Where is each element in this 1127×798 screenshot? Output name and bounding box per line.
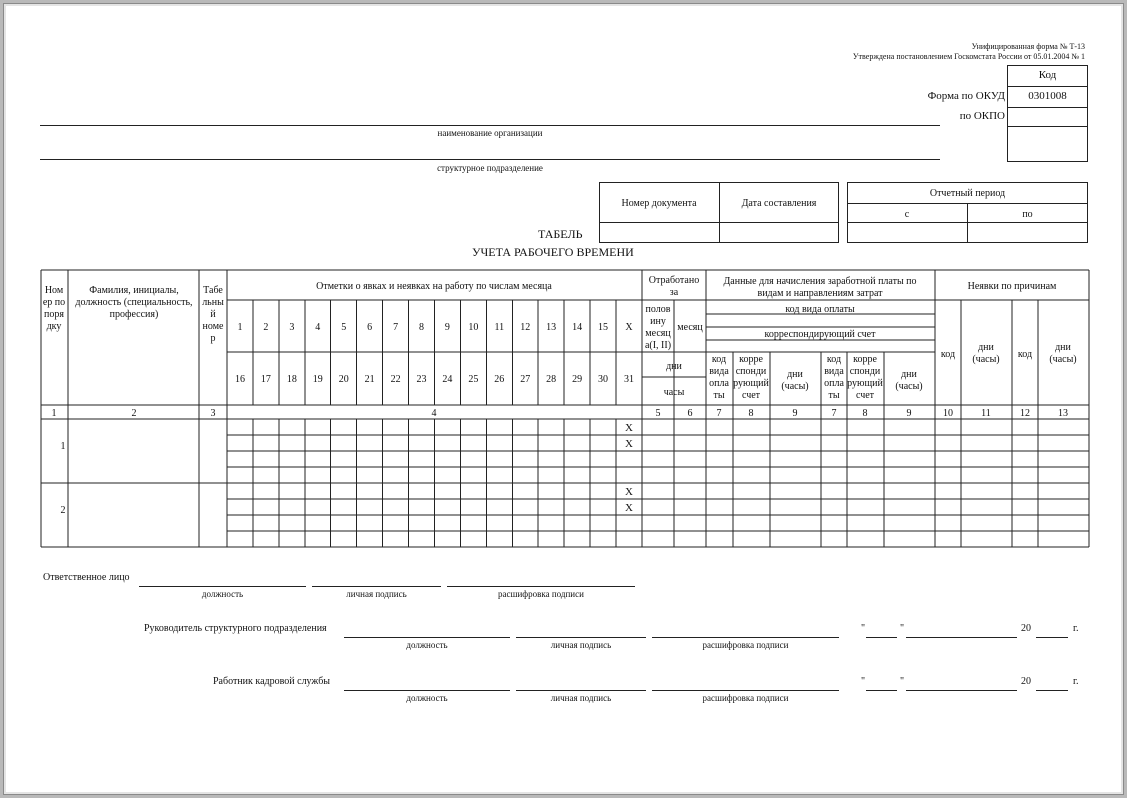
okud-value: 0301008 xyxy=(1028,90,1067,102)
day-top-number: 2 xyxy=(263,322,269,333)
day-top-number: 1 xyxy=(237,322,243,333)
x-mark: X xyxy=(625,438,633,450)
column-number: 5 xyxy=(655,408,661,419)
absence-code-label: код xyxy=(940,349,956,360)
column-number: 9 xyxy=(906,408,912,419)
day-bottom-number: 23 xyxy=(416,374,427,385)
col-name-header: профессия) xyxy=(109,309,159,320)
column-number: 4 xyxy=(431,408,437,419)
doc-number-label: Номер документа xyxy=(621,198,697,209)
x-mark: X xyxy=(625,422,633,434)
day-top-number: 10 xyxy=(468,322,479,333)
pay-code-short: ты xyxy=(713,390,725,401)
day-bottom-number: 24 xyxy=(442,374,453,385)
day-top-number: 3 xyxy=(289,322,295,333)
period-from-label: с xyxy=(904,209,910,220)
col-tab-header: номе xyxy=(202,321,224,332)
dept-caption: структурное подразделение xyxy=(437,163,543,173)
account-label: корреспондирующий счет xyxy=(764,329,876,340)
x-mark: X xyxy=(625,486,633,498)
account-short-2: спонди xyxy=(849,366,881,377)
column-number: 8 xyxy=(748,408,754,419)
hr-decoding-line[interactable] xyxy=(652,690,839,691)
day-bottom-number: 16 xyxy=(234,374,245,385)
head-decoding-line[interactable] xyxy=(652,637,839,638)
day-top-number: 12 xyxy=(520,322,531,333)
half-month-label: ину xyxy=(650,316,666,327)
day-top-number: 7 xyxy=(393,322,399,333)
hr-year-suffix: г. xyxy=(1073,676,1079,687)
days-hours-label-2: дни xyxy=(901,369,917,380)
day-bottom-number: 18 xyxy=(286,374,297,385)
head-year-line[interactable] xyxy=(1036,637,1068,638)
account-short-2: корре xyxy=(853,354,877,365)
responsible-signature-line[interactable] xyxy=(312,586,441,587)
payroll-header: Данные для начисления заработной платы по xyxy=(723,276,917,287)
day-bottom-number: 25 xyxy=(468,374,479,385)
x-mark: X xyxy=(625,502,633,514)
column-number: 2 xyxy=(131,408,137,419)
account-short: корре xyxy=(739,354,763,365)
responsible-label: Ответственное лицо xyxy=(43,572,130,583)
day-bottom-number: 31 xyxy=(623,374,634,385)
account-short: спонди xyxy=(735,366,767,377)
row-number: 2 xyxy=(60,505,66,516)
head-date-quote-open: " xyxy=(861,623,866,634)
head-label: Руководитель структурного подразделения xyxy=(144,623,327,634)
head-year-suffix: г. xyxy=(1073,623,1079,634)
responsible-position-line[interactable] xyxy=(139,586,306,587)
col-number-header: Ном xyxy=(44,285,64,296)
okud-label: Форма по ОКУД xyxy=(927,90,1005,102)
payroll-header: видам и направлениям затрат xyxy=(757,288,883,299)
title-line2: УЧЕТА РАБОЧЕГО ВРЕМЕНИ xyxy=(472,245,634,259)
head-date-day-line[interactable] xyxy=(866,637,897,638)
absence-header: Неявки по причинам xyxy=(967,281,1057,292)
column-number: 7 xyxy=(831,408,837,419)
timesheet-table xyxy=(4,4,1123,794)
hr-year-prefix: 20 xyxy=(1021,676,1031,687)
pay-code-short: опла xyxy=(709,378,729,389)
doc-date-label: Дата составления xyxy=(741,198,817,209)
column-number: 1 xyxy=(51,408,57,419)
day-bottom-number: 28 xyxy=(546,374,557,385)
worked-header: Отработано xyxy=(648,275,700,286)
days-label: дни xyxy=(666,361,682,372)
col-tab-header: льны xyxy=(202,297,224,308)
absence-days-hours-2: дни xyxy=(1055,342,1071,353)
half-month-label: а(I, II) xyxy=(644,340,672,351)
okpo-label: по ОКПО xyxy=(959,110,1005,122)
row-number: 1 xyxy=(60,441,66,452)
hr-year-line[interactable] xyxy=(1036,690,1068,691)
day-top-number: 9 xyxy=(444,322,450,333)
title-line1: ТАБЕЛЬ xyxy=(538,227,583,241)
pay-code-short-2: вида xyxy=(824,366,844,377)
org-name-caption: наименование организации xyxy=(437,128,543,138)
day-bottom-number: 22 xyxy=(390,374,401,385)
day-bottom-number: 26 xyxy=(494,374,505,385)
day-bottom-number: 27 xyxy=(520,374,531,385)
day-top-number: 15 xyxy=(598,322,609,333)
column-number: 3 xyxy=(210,408,216,419)
column-number: 6 xyxy=(687,408,693,419)
absence-days-hours-2: (часы) xyxy=(1049,354,1077,365)
half-month-label: полов xyxy=(645,304,671,315)
hr-date-quote-close: " xyxy=(900,676,905,687)
head-date-quote-close: " xyxy=(900,623,905,634)
hr-position-line[interactable] xyxy=(344,690,510,691)
day-bottom-number: 20 xyxy=(338,374,349,385)
col-name-header: должность (специальность, xyxy=(75,297,193,308)
responsible-decoding-line[interactable] xyxy=(447,586,635,587)
document-sheet xyxy=(3,3,1124,795)
column-number: 9 xyxy=(792,408,798,419)
column-number: 13 xyxy=(1058,408,1068,419)
days-hours-label-2: (часы) xyxy=(895,381,923,392)
day-bottom-number: 30 xyxy=(598,374,609,385)
col-number-header: дку xyxy=(46,321,62,332)
worked-header: за xyxy=(669,287,679,298)
period-label: Отчетный период xyxy=(929,188,1006,199)
account-short-2: счет xyxy=(855,390,875,401)
absence-days-hours: (часы) xyxy=(972,354,1000,365)
form-info-line2: Утверждена постановлением Госкомстата России от 05.01.2004 № 1 xyxy=(852,52,1085,61)
head-year-prefix: 20 xyxy=(1021,623,1031,634)
month-label: месяц xyxy=(677,322,703,333)
code-header: Код xyxy=(1038,69,1057,81)
absence-days-hours: дни xyxy=(978,342,994,353)
account-short: рующий xyxy=(733,378,769,389)
account-short-2: рующий xyxy=(847,378,883,389)
hr-label: Работник кадровой службы xyxy=(213,676,331,687)
day-top-number: 14 xyxy=(572,322,583,333)
pay-code-short-2: код xyxy=(826,354,842,365)
responsible-signature-caption: личная подпись xyxy=(346,589,407,599)
col-tab-header: й xyxy=(210,309,216,320)
day-top-number: 13 xyxy=(546,322,557,333)
head-signature-caption: личная подпись xyxy=(550,640,612,650)
col-tab-header: р xyxy=(210,333,216,344)
hr-position-caption: должность xyxy=(406,693,448,703)
day-top-number: 4 xyxy=(315,322,321,333)
absence-code-label-2: код xyxy=(1017,349,1033,360)
day-top-number: 5 xyxy=(341,322,347,333)
col-tab-header: Табе xyxy=(203,285,223,296)
column-number: 8 xyxy=(862,408,868,419)
account-short: счет xyxy=(741,390,761,401)
day-bottom-number: 29 xyxy=(572,374,583,385)
hr-signature-line[interactable] xyxy=(516,690,646,691)
day-bottom-number: 17 xyxy=(260,374,271,385)
column-number: 7 xyxy=(716,408,722,419)
pay-code-short-2: опла xyxy=(824,378,844,389)
pay-code-label: код вида оплаты xyxy=(785,304,855,315)
day-bottom-number: 19 xyxy=(312,374,323,385)
hr-date-day-line[interactable] xyxy=(866,690,897,691)
head-decoding-caption: расшифровка подписи xyxy=(702,640,789,650)
day-top-number: 11 xyxy=(494,322,505,333)
pay-code-short: код xyxy=(711,354,727,365)
pay-code-short: вида xyxy=(709,366,729,377)
days-hours-label: дни xyxy=(787,369,803,380)
day-top-number: X xyxy=(625,322,633,333)
head-position-caption: должность xyxy=(406,640,448,650)
day-top-number: 6 xyxy=(367,322,373,333)
hours-label: часы xyxy=(663,387,685,398)
marks-header: Отметки о явках и неявках на работу по числам месяца xyxy=(316,281,552,292)
hr-date-month-line[interactable] xyxy=(906,690,1017,691)
col-number-header: ер по xyxy=(42,297,66,308)
pay-code-short-2: ты xyxy=(828,390,840,401)
days-hours-label: (часы) xyxy=(781,381,809,392)
responsible-position-caption: должность xyxy=(201,589,244,599)
column-number: 11 xyxy=(981,408,991,419)
day-bottom-number: 21 xyxy=(364,374,375,385)
column-number: 10 xyxy=(943,408,953,419)
half-month-label: месяц xyxy=(645,328,671,339)
day-top-number: 8 xyxy=(419,322,424,333)
responsible-decoding-caption: расшифровка подписи xyxy=(498,589,584,599)
head-signature-line[interactable] xyxy=(516,637,646,638)
col-name-header: Фамилия, инициалы, xyxy=(89,285,179,296)
head-date-month-line[interactable] xyxy=(906,637,1017,638)
form-info-line1: Унифицированная форма № Т-13 xyxy=(971,42,1085,51)
col-number-header: поря xyxy=(44,309,64,320)
hr-signature-caption: личная подпись xyxy=(550,693,612,703)
head-position-line[interactable] xyxy=(344,637,510,638)
period-to-label: по xyxy=(1022,209,1033,220)
column-number: 12 xyxy=(1020,408,1030,419)
hr-decoding-caption: расшифровка подписи xyxy=(702,693,789,703)
hr-date-quote-open: " xyxy=(861,676,866,687)
